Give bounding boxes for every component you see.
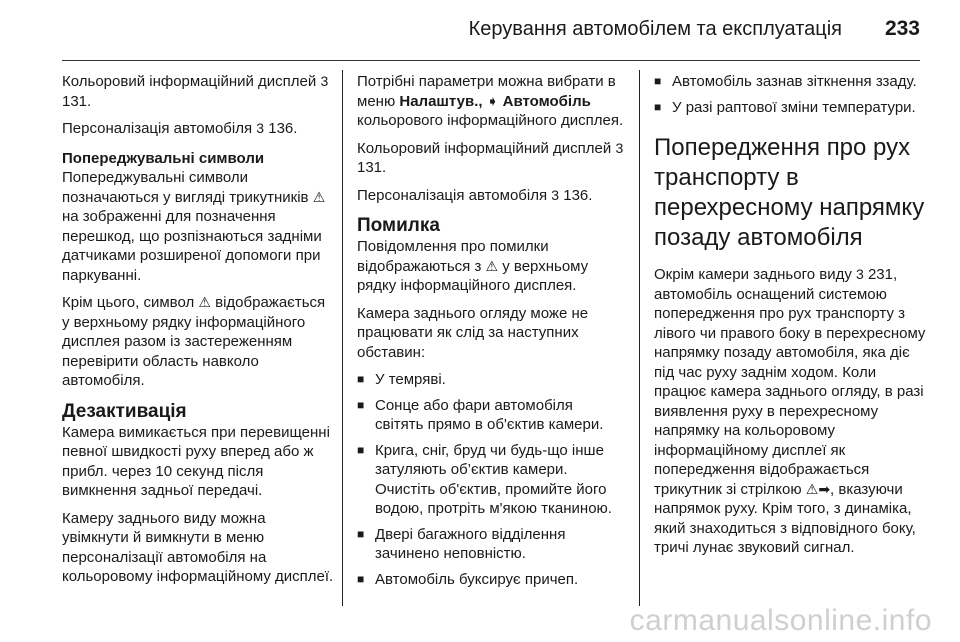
paragraph: Окрім камери заднього виду 3 231, автомобіль оснащений системою попередження про рух транспорту з лівого чи правого боку в перехресному напрямку позаду автомобіля, яка діє під час руху заднім ходом. Коли працює камера заднього огляду, в разі виявлення руху в перехресному напрямку на кольоровому інформаційному дисплеї як попередження відображається трикутник зі стрілкою ⚠➡, вказуючи напрямок руху. Крім того, з динаміка, який знаходиться з відповідного боку, тричі лунає звуковий сигнал. <box>654 266 926 556</box>
warning-triangle-icon: ⚠ <box>485 257 499 274</box>
error-heading: Помилка <box>357 215 440 236</box>
page-number: 233 <box>884 17 920 40</box>
paragraph: Камера заднього огляду може не працювати як слід за наступних обставин: <box>357 304 589 361</box>
paragraph: Повідомлення про помилки відображаються з ⚠ у верхньому рядку інформаційного дисплея. <box>357 238 589 294</box>
header-rule <box>62 60 920 61</box>
cross-reference: Кольоровий інформаційний дисплей 3 131. <box>357 139 624 176</box>
conditions-list <box>654 72 926 117</box>
paragraph: Камера вимикається при перевищенні певної швидкості руху вперед або ж прибл. через 10 секунд після вимкнення задньої передачі. <box>62 423 330 499</box>
paragraph: Потрібні параметри можна вибрати в меню Налаштув., ➧ Автомобіль кольорового інформаційного дисплея. <box>357 73 624 129</box>
ref-arrow-icon: 3 <box>615 139 624 156</box>
list-item: ■ Сонце або фари автомобіля світять прямо в об'єктив камери. <box>357 396 625 435</box>
paragraph: Попереджувальні символи позначаються у вигляді трикутників ⚠ на зображенні для позначення перешкод, що розпізнаються задніми датчиками розширеної допомоги при паркуванні. <box>62 169 326 284</box>
ref-arrow-icon: 3 <box>320 73 329 89</box>
warning-triangle-icon: ⚠ <box>312 188 326 205</box>
column-divider <box>639 70 640 606</box>
header-title: Керування автомобілем та експлуатація <box>468 18 842 40</box>
cross-reference: Персоналізація автомобіля 3 136. <box>357 186 593 204</box>
conditions-list <box>357 370 625 589</box>
warning-symbols-heading: Попереджувальні символи <box>62 149 265 167</box>
cross-reference: Кольоровий інформаційний дисплей 3 131. <box>62 73 329 110</box>
list-item: ■ У разі раптової зміни температури. <box>654 98 926 118</box>
column-2 <box>357 72 625 595</box>
watermark: carmanualsonline.info <box>629 604 932 637</box>
warning-triangle-icon: ⚠ <box>198 294 211 310</box>
cross-traffic-heading: Попередження про рух транспорту в перехресному напрямку позаду автомобіля <box>654 134 925 251</box>
column-divider <box>342 70 343 606</box>
warning-arrow-icon: ⚠➡ <box>805 480 831 497</box>
list-item: ■ Двері багажного відділення зачинено неповністю. <box>357 525 625 564</box>
column-1 <box>62 72 334 595</box>
paragraph: Камеру заднього виду можна увімкнути й вимкнути в меню персоналізації автомобіля на кольоровому інформаційному дисплеї. <box>62 509 334 585</box>
menu-item-settings: Налаштув. <box>399 92 479 110</box>
menu-arrow-icon: ➧ <box>486 92 499 109</box>
list-item: ■ Крига, сніг, бруд чи будь-що інше затуляють об’єктив камери. Очистіть об'єктив, промийте його водою, протріть м'якою тканиною. <box>357 441 625 519</box>
list-item: ■ У темряві. <box>357 370 625 390</box>
cross-reference: Персоналізація автомобіля 3 136. <box>62 120 298 137</box>
paragraph: Крім цього, символ ⚠ відображається у верхньому рядку інформаційного дисплея разом із застереженням перевірити область навколо автомобіля. <box>62 294 326 389</box>
column-3 <box>654 72 926 566</box>
ref-arrow-icon: 3 <box>551 186 560 203</box>
deactivation-heading: Дезактивація <box>62 400 187 422</box>
list-item: ■ Автомобіль буксирує причеп. <box>357 570 625 590</box>
page-header <box>0 0 960 62</box>
ref-arrow-icon: 3 <box>256 120 265 136</box>
list-item: ■ Автомобіль зазнав зіткнення ззаду. <box>654 72 926 92</box>
menu-item-vehicle: Автомобіль <box>502 92 591 110</box>
ref-arrow-icon: 3 <box>856 266 864 282</box>
